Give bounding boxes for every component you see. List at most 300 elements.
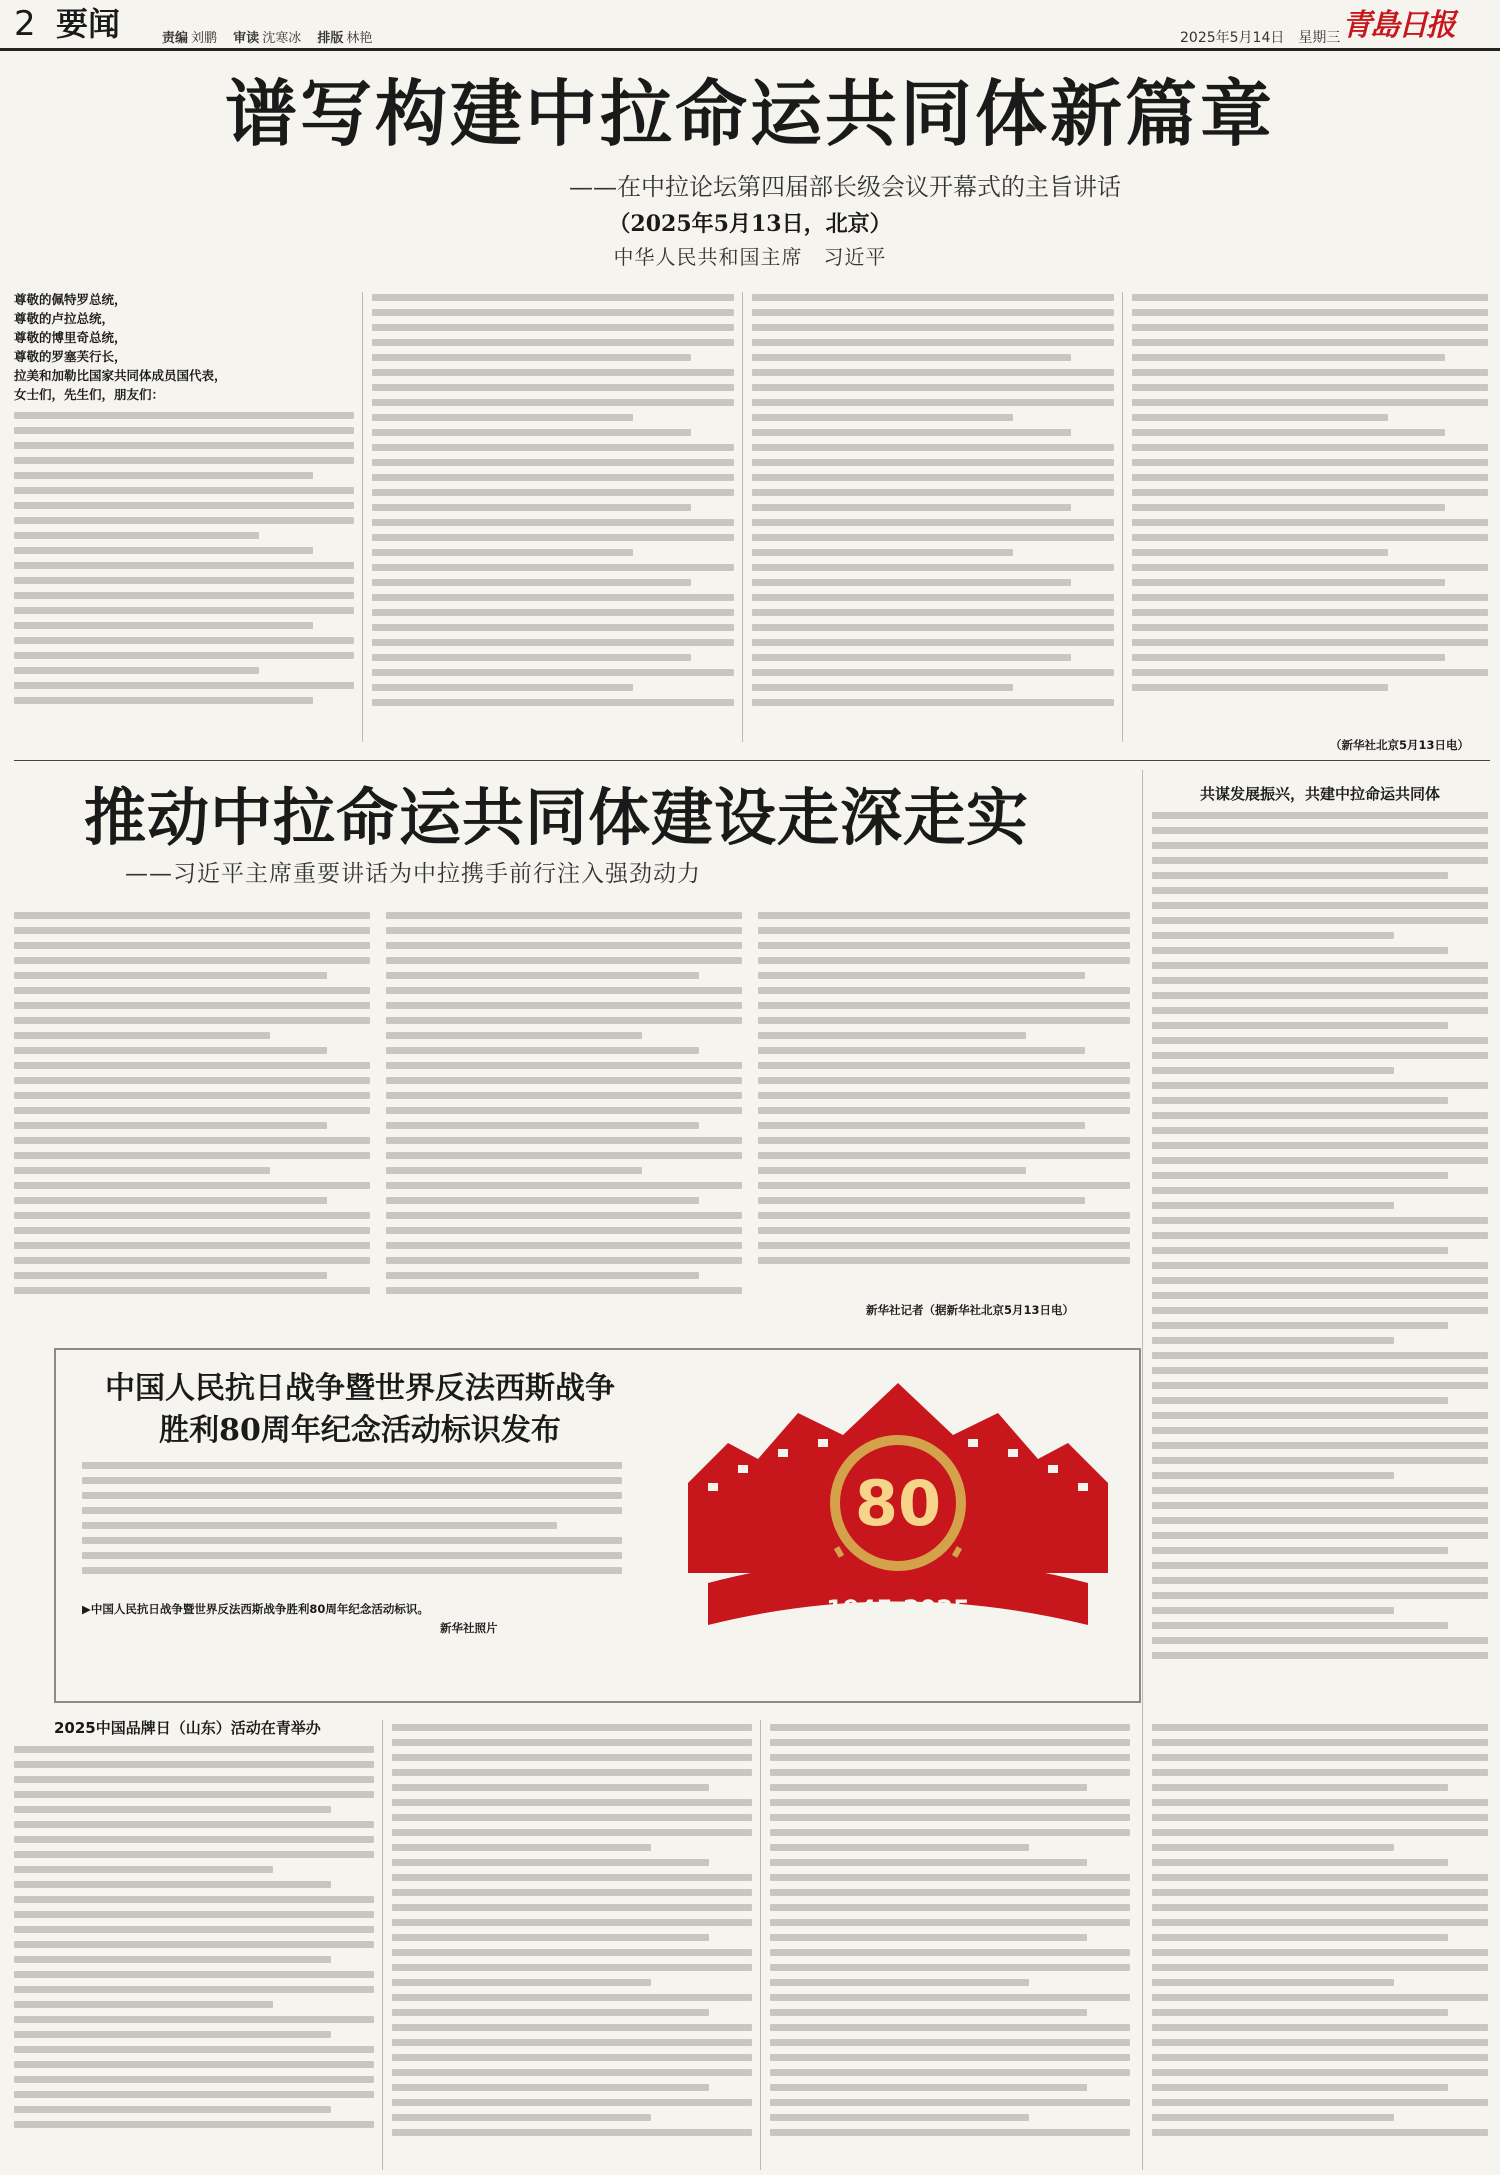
text-line (14, 1272, 327, 1279)
second-headline: 推动中拉命运共同体建设走深走实 (84, 781, 1030, 854)
text-line (386, 957, 742, 964)
text-line (386, 1257, 742, 1264)
text-line (392, 1979, 651, 1986)
text-line (14, 472, 313, 479)
text-line (770, 2054, 1130, 2061)
text-line (752, 534, 1114, 541)
text-line (770, 1904, 1130, 1911)
text-line (82, 1552, 622, 1559)
text-line (14, 1941, 374, 1948)
emblem-feature-title (80, 1368, 640, 1452)
text-line (758, 1047, 1085, 1054)
text-line (14, 652, 354, 659)
text-line (770, 1919, 1130, 1926)
text-line (82, 1522, 557, 1529)
text-line (82, 1462, 622, 1469)
text-line (1132, 294, 1488, 301)
text-line (14, 912, 370, 919)
column-divider (760, 1720, 761, 2170)
text-line (752, 639, 1114, 646)
staff-name: 林艳 (346, 31, 373, 46)
text-line (372, 654, 691, 661)
text-line (752, 339, 1114, 346)
text-line (1152, 1232, 1488, 1239)
text-line (752, 684, 1013, 691)
text-line (1152, 1874, 1488, 1881)
text-line (758, 1062, 1130, 1069)
text-line (752, 384, 1114, 391)
staff-name: 刘鹏 (191, 31, 218, 46)
text-line (14, 2106, 331, 2113)
text-line (752, 399, 1114, 406)
text-line (372, 474, 734, 481)
text-line (386, 1167, 642, 1174)
text-line (14, 2016, 374, 2023)
lead-headline: 谱写构建中拉命运共同体新篇章 (224, 72, 1275, 156)
text-line (1152, 1829, 1488, 1836)
text-line (82, 1507, 622, 1514)
second-subheadline: ——习近平主席重要讲话为中拉携手前行注入强劲动力 (125, 861, 701, 887)
text-line (1152, 992, 1488, 999)
text-line (752, 414, 1013, 421)
text-line (1132, 444, 1488, 451)
text-line (392, 1949, 752, 1956)
text-line (372, 324, 734, 331)
text-line (1152, 1859, 1448, 1866)
text-line (752, 444, 1114, 451)
text-line (1132, 564, 1488, 571)
text-line (372, 459, 734, 466)
text-line (392, 1754, 752, 1761)
text-line (1152, 1352, 1488, 1359)
photo-credit: 新华社照片 (440, 1621, 498, 1635)
text-line (386, 1212, 742, 1219)
text-line (392, 1919, 752, 1926)
text-line (14, 2046, 374, 2053)
column-divider (362, 292, 363, 742)
text-line (758, 1242, 1130, 1249)
text-line (1152, 1799, 1488, 1806)
text-line (392, 1874, 752, 1881)
text-line (14, 667, 259, 674)
text-line (1152, 932, 1394, 939)
text-line (770, 2069, 1130, 2076)
text-line (386, 1107, 742, 1114)
lead-salutation (14, 290, 354, 404)
text-line (14, 412, 354, 419)
text-line (392, 1964, 752, 1971)
text-line (392, 2114, 651, 2121)
text-line (372, 354, 691, 361)
text-line (1152, 887, 1488, 894)
text-line (1152, 857, 1488, 864)
text-line (1152, 1517, 1488, 1524)
text-line (1132, 519, 1488, 526)
text-line (1132, 534, 1488, 541)
text-line (1152, 1577, 1488, 1584)
text-line (758, 1182, 1130, 1189)
text-line (752, 624, 1114, 631)
text-line (372, 414, 633, 421)
text-line (386, 1092, 742, 1099)
text-line (1152, 977, 1488, 984)
text-line (1152, 1487, 1488, 1494)
text-line (1152, 1607, 1394, 1614)
text-line (770, 1799, 1130, 1806)
text-line (14, 972, 327, 979)
text-line (372, 519, 734, 526)
text-line (1132, 429, 1445, 436)
text-line (752, 669, 1114, 676)
text-line (372, 339, 734, 346)
text-line (392, 1739, 752, 1746)
text-line (392, 2024, 752, 2031)
text-line (14, 987, 370, 994)
text-line (1152, 1142, 1488, 1149)
text-line (1132, 369, 1488, 376)
text-line (1152, 1202, 1394, 1209)
text-line (1132, 504, 1445, 511)
salutation-line: 尊敬的罗塞芙行长， (14, 349, 127, 364)
text-line (14, 942, 370, 949)
text-line (770, 1769, 1130, 1776)
text-line (372, 399, 734, 406)
text-line (392, 1904, 752, 1911)
brand-article-headline: 2025中国品牌日（山东）活动在青举办 (54, 1719, 321, 1737)
text-line (752, 354, 1071, 361)
text-line (1152, 1217, 1488, 1224)
text-line (1152, 1769, 1488, 1776)
text-line (770, 1994, 1130, 2001)
lead-body-column (1132, 294, 1488, 730)
text-line (14, 622, 313, 629)
lead-dateline: （2025年5月13日，北京） (608, 211, 892, 237)
text-line (1152, 1262, 1488, 1269)
text-line (14, 1896, 374, 1903)
text-line (386, 1077, 742, 1084)
staff-role: 审读 (233, 31, 260, 46)
text-line (14, 697, 313, 704)
text-line (1152, 962, 1488, 969)
text-line (1152, 2114, 1394, 2121)
second-body-column (386, 912, 742, 1337)
text-line (1132, 549, 1388, 556)
text-line (1132, 609, 1488, 616)
text-line (1152, 872, 1448, 879)
text-line (758, 957, 1130, 964)
text-line (1152, 2009, 1448, 2016)
text-line (1152, 1097, 1448, 1104)
text-line (386, 927, 742, 934)
text-line (372, 534, 734, 541)
sidebar-body (1152, 812, 1488, 1722)
text-line (14, 1167, 270, 1174)
emblem-caption: ▶中国人民抗日战争暨世界反法西斯战争胜利80周年纪念活动标识。 (82, 1602, 429, 1616)
text-line (392, 2009, 709, 2016)
text-line (14, 1257, 370, 1264)
lead-body-column (372, 294, 734, 742)
brand-body-column (14, 1746, 374, 2166)
text-line (1152, 1442, 1488, 1449)
staff-role: 责编 (162, 31, 189, 46)
second-body-column (14, 912, 370, 1337)
text-line (14, 592, 354, 599)
text-line (14, 547, 313, 554)
text-line (392, 1799, 752, 1806)
text-line (1152, 2054, 1488, 2061)
text-line (1132, 594, 1488, 601)
text-line (752, 474, 1114, 481)
text-line (1152, 1082, 1488, 1089)
text-line (14, 577, 354, 584)
text-line (770, 1784, 1087, 1791)
second-body-column (758, 912, 1130, 1292)
text-line (770, 1979, 1029, 1986)
text-line (1152, 1127, 1488, 1134)
text-line (1152, 1562, 1488, 1569)
column-divider (382, 1720, 383, 2170)
text-line (1132, 339, 1488, 346)
text-line (392, 1889, 752, 1896)
text-line (770, 2084, 1087, 2091)
text-line (1152, 917, 1488, 924)
text-line (392, 1724, 752, 1731)
emblem-title-line: 胜利80周年纪念活动标识发布 (159, 1413, 561, 1448)
text-line (14, 1866, 273, 1873)
second-credit: 新华社记者（据新华社北京5月13日电） (866, 1303, 1075, 1317)
text-line (1152, 1637, 1488, 1644)
text-line (1132, 414, 1388, 421)
anniversary-emblem-icon (668, 1363, 1128, 1688)
text-line (14, 1821, 374, 1828)
text-line (14, 1287, 370, 1294)
text-line (752, 369, 1114, 376)
text-line (752, 504, 1071, 511)
text-line (1132, 399, 1488, 406)
column-divider (742, 292, 743, 742)
lead-byline: 中华人民共和国主席 习近平 (613, 245, 887, 269)
salutation-line: 尊敬的佩特罗总统， (14, 292, 127, 307)
text-line (1152, 1022, 1448, 1029)
text-line (770, 1844, 1029, 1851)
text-line (752, 459, 1114, 466)
text-line (770, 1964, 1130, 1971)
text-line (386, 1242, 742, 1249)
text-line (386, 1047, 699, 1054)
text-line (1152, 1502, 1488, 1509)
text-line (1152, 2069, 1488, 2076)
text-line (392, 2084, 709, 2091)
text-line (1152, 1784, 1448, 1791)
text-line (14, 1032, 270, 1039)
column-divider (1142, 1720, 1143, 2170)
text-line (770, 1934, 1087, 1941)
text-line (372, 579, 691, 586)
text-line (14, 562, 354, 569)
text-line (758, 1032, 1026, 1039)
sidebar-body (1152, 1724, 1488, 2166)
text-line (14, 1911, 374, 1918)
text-line (392, 1784, 709, 1791)
text-line (14, 1986, 374, 1993)
text-line (386, 1227, 742, 1234)
text-line (392, 2099, 752, 2106)
text-line (386, 1032, 642, 1039)
text-line (758, 1092, 1130, 1099)
newspaper-logo: 青島日报 (1342, 8, 1454, 43)
text-line (1152, 1814, 1488, 1821)
text-line (770, 1859, 1087, 1866)
text-line (372, 549, 633, 556)
text-line (1152, 947, 1448, 954)
text-line (392, 2054, 752, 2061)
text-line (386, 1062, 742, 1069)
text-line (392, 2069, 752, 2076)
text-line (758, 1017, 1130, 1024)
text-line (14, 1881, 331, 1888)
text-line (1152, 2024, 1488, 2031)
text-line (14, 1107, 370, 1114)
text-line (752, 429, 1071, 436)
text-line (14, 637, 354, 644)
text-line (770, 1874, 1130, 1881)
text-line (770, 1829, 1130, 1836)
text-line (14, 607, 354, 614)
text-line (1152, 1322, 1448, 1329)
text-line (372, 504, 691, 511)
text-line (770, 1739, 1130, 1746)
text-line (758, 1152, 1130, 1159)
text-line (758, 912, 1130, 919)
text-line (770, 2114, 1029, 2121)
text-line (14, 1152, 370, 1159)
text-line (1152, 1949, 1488, 1956)
header-rule (0, 48, 1500, 51)
text-line (752, 579, 1071, 586)
text-line (1152, 1934, 1448, 1941)
text-line (1132, 459, 1488, 466)
text-line (372, 429, 691, 436)
text-line (758, 972, 1085, 979)
text-line (372, 489, 734, 496)
text-line (770, 2024, 1130, 2031)
text-line (1132, 624, 1488, 631)
text-line (752, 564, 1114, 571)
text-line (752, 324, 1114, 331)
text-line (386, 1017, 742, 1024)
text-line (752, 309, 1114, 316)
text-line (14, 2091, 374, 2098)
text-line (14, 682, 354, 689)
text-line (1152, 1904, 1488, 1911)
text-line (14, 927, 370, 934)
text-line (1152, 1172, 1448, 1179)
text-line (770, 1754, 1130, 1761)
salutation-line: 尊敬的卢拉总统， (14, 311, 115, 326)
text-line (1152, 842, 1488, 849)
text-line (372, 684, 633, 691)
text-line (392, 1829, 752, 1836)
text-line (1152, 1307, 1488, 1314)
text-line (1152, 902, 1488, 909)
text-line (1152, 1979, 1394, 1986)
text-line (14, 1746, 374, 1753)
text-line (1132, 384, 1488, 391)
text-line (14, 1047, 327, 1054)
emblem-feature-body (82, 1462, 622, 1592)
text-line (770, 2039, 1130, 2046)
text-line (386, 1272, 699, 1279)
text-line (1132, 579, 1445, 586)
text-line (752, 654, 1071, 661)
text-line (392, 2039, 752, 2046)
brand-body-column (770, 1724, 1130, 2166)
text-line (1132, 354, 1445, 361)
text-line (1152, 1247, 1448, 1254)
text-line (1152, 2039, 1488, 2046)
text-line (82, 1492, 622, 1499)
text-line (82, 1567, 622, 1574)
text-line (1152, 1532, 1488, 1539)
text-line (14, 2121, 374, 2128)
staff-role: 排版 (317, 31, 344, 46)
section-rule (14, 760, 1490, 761)
text-line (82, 1537, 622, 1544)
salutation-line: 拉美和加勒比国家共同体成员国代表， (14, 368, 227, 383)
text-line (14, 2001, 273, 2008)
text-line (1152, 1739, 1488, 1746)
text-line (14, 1017, 370, 1024)
text-line (14, 1077, 370, 1084)
text-line (392, 1994, 752, 2001)
text-line (1152, 1412, 1488, 1419)
text-line (770, 1889, 1130, 1896)
text-line (758, 987, 1130, 994)
text-line (14, 1227, 370, 1234)
text-line (1152, 1367, 1488, 1374)
text-line (14, 1836, 374, 1843)
text-line (1152, 827, 1488, 834)
emblem-number: 80 (854, 1467, 942, 1540)
text-line (1152, 2129, 1488, 2136)
lead-body-column (14, 412, 354, 742)
text-line (14, 1761, 374, 1768)
column-divider (1142, 770, 1143, 1730)
text-line (1132, 639, 1488, 646)
text-line (372, 699, 734, 706)
text-line (1152, 1622, 1448, 1629)
text-line (386, 1002, 742, 1009)
text-line (14, 1002, 370, 1009)
text-line (1152, 1652, 1488, 1659)
text-line (82, 1477, 622, 1484)
text-line (386, 1152, 742, 1159)
text-line (386, 1197, 699, 1204)
text-line (14, 1062, 370, 1069)
text-line (1132, 684, 1388, 691)
text-line (752, 594, 1114, 601)
text-line (1152, 1964, 1488, 1971)
text-line (14, 1212, 370, 1219)
text-line (1152, 1382, 1488, 1389)
text-line (1132, 309, 1488, 316)
text-line (758, 1227, 1130, 1234)
text-line (758, 1077, 1130, 1084)
text-line (1152, 1067, 1394, 1074)
page-number: 2 (14, 4, 36, 44)
text-line (1132, 324, 1488, 331)
text-line (372, 564, 734, 571)
